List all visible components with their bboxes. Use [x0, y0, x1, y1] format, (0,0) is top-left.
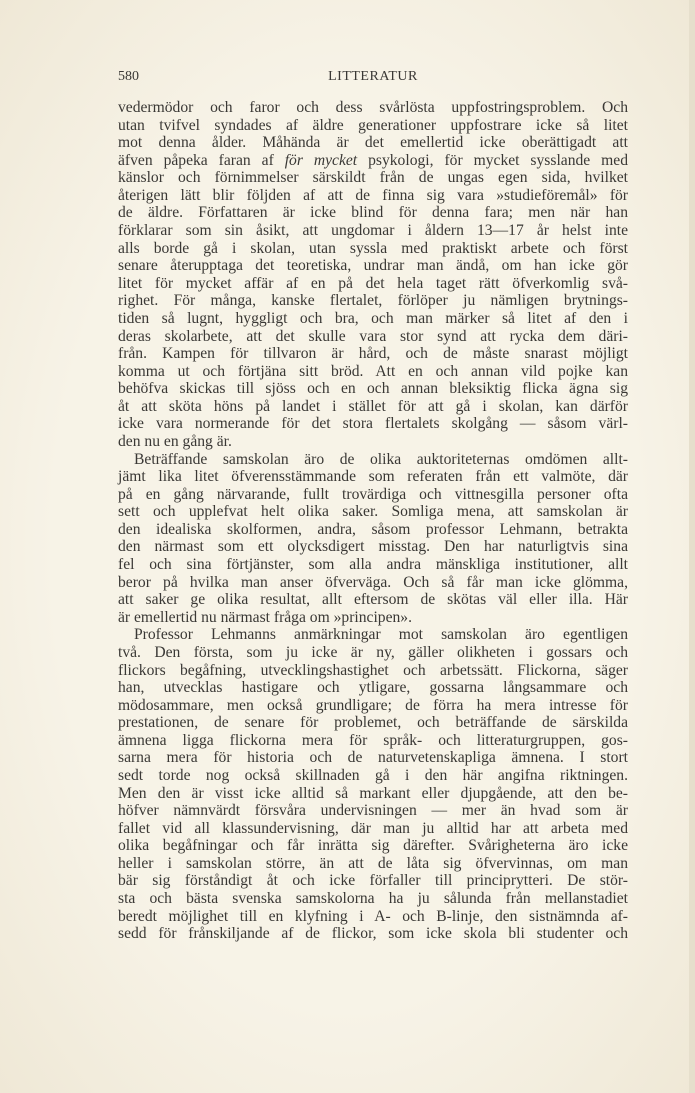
page-header	[118, 69, 628, 87]
text-line: Professor Lehmanns anmärkningar mot samskolan äro egentligen	[134, 626, 628, 644]
text-line: Men den är visst icke alltid så markant eller djupgående, att den be-	[118, 784, 628, 802]
body-text	[118, 99, 628, 943]
text-line: den närmast som ett olycksdigert misstag. Den har naturligtvis sina	[118, 538, 628, 556]
text-line: den idealiska skolformen, andra, såsom professor Lehmann, betrakta	[118, 520, 628, 538]
text-line: de äldre. Författaren är icke blind för denna fara; men när han	[118, 204, 628, 222]
text-span: psykologi, för mycket sysslande med	[357, 151, 629, 169]
text-line: deras skolarbete, att det skulle vara stor synd att rycka dem däri-	[118, 327, 628, 345]
text-line: alls borde gå i skolan, utan syssla med praktiskt arbete och först	[118, 239, 628, 257]
text-line: att saker ge olika resultat, allt eftersom de skötas väl eller illa. Här	[118, 591, 628, 609]
italic-text: för mycket	[284, 151, 358, 169]
text-line: beror på hvilka man anser öfverväga. Och så får man icke glömma,	[118, 573, 628, 591]
text-line: sarna mera för historia och de naturvetenskapliga ämnena. I stort	[118, 749, 628, 767]
running-title: LITTERATUR	[328, 69, 418, 84]
text-line: höfver nämnvärdt försvåra undervisningen — mer än hvad som är	[118, 802, 628, 820]
text-line: utan tvifvel syndades af äldre generationer uppfostrare icke så litet	[118, 116, 628, 134]
text-line: mödosammare, men också grundligare; de förra ha mera intresse för	[118, 696, 628, 714]
text-line: sedd för frånskiljande af de flickor, som icke skola bli studenter och	[118, 925, 628, 943]
text-line: sett och upplefvat helt olika saker. Somliga mena, att samskolan är	[118, 503, 628, 521]
text-line: olika begåfningar och får inrätta sig därefter. Svårigheterna äro icke	[118, 837, 628, 855]
text-line: två. Den första, som ju icke är ny, gäller olikheten i gossars och	[118, 643, 628, 661]
paragraph	[118, 99, 628, 451]
text-line: senare återupptaga det teoretiska, undrar man ändå, om han icke gör	[118, 257, 628, 275]
text-line: ämnena ligga flickorna mera för språk- och litteraturgruppen, gos-	[118, 731, 628, 749]
text-line: från. Kampen för tillvaron är hård, och de måste snarast möjligt	[118, 345, 628, 363]
text-line: den nu en gång är.	[118, 432, 232, 450]
paragraph	[118, 626, 628, 942]
text-line: på en gång närvarande, fullt trovärdiga och vittnesgilla personer ofta	[118, 485, 628, 503]
text-line: icke vara normerande för det stora flertalets skolgång — såsom värl-	[118, 415, 628, 433]
paragraph	[118, 451, 628, 627]
text-line	[118, 152, 628, 170]
text-line: beredt möjlighet till en klyfning i A- och B-linje, den sistnämnda af-	[118, 907, 628, 925]
text-line: återigen lätt blir följden af att de finna sig vara »studieföremål» för	[118, 186, 628, 204]
text-line: mot denna ålder. Måhända är det emellertid icke oberättigadt att	[118, 134, 628, 152]
text-line: behöfva skickas till sjöss och en och annan bleksiktig flicka ägna sig	[118, 380, 628, 398]
page-number: 580	[118, 69, 139, 84]
text-line: åt att sköta höns på landet i stället för att gå i skolan, kan därför	[118, 397, 628, 415]
text-line: heller i samskolan större, än att de låta sig öfvervinnas, om man	[118, 854, 628, 872]
text-line: vedermödor och faror och dess svårlösta uppfostringsproblem. Och	[118, 99, 628, 116]
text-line: litet för mycket affär af en på det hela taget rätt öfverkomlig svå-	[118, 274, 628, 292]
text-line: är emellertid nu närmast fråga om »principen».	[118, 608, 413, 626]
text-line: tiden så lugnt, hyggligt och bra, och man märker så litet af den i	[118, 309, 628, 327]
text-line: komma ut och förtjäna sitt bröd. Att en och annan vild pojke kan	[118, 362, 628, 380]
text-line: fallet vid all klassundervisning, där man ju alltid har att arbeta med	[118, 819, 628, 837]
text-line: fel och sina förtjänster, som alla andra mänskliga institutioner, allt	[118, 556, 628, 574]
text-line: bär sig förståndigt åt och icke förfaller till principrytteri. De stör-	[118, 872, 628, 890]
text-line: flickors begåfning, utvecklingshastighet och arbetssätt. Flickorna, säger	[118, 661, 628, 679]
text-line: Beträffande samskolan äro de olika auktoriteternas omdömen allt-	[134, 450, 628, 468]
page-edge	[689, 0, 695, 1093]
text-line: sedt torde nog också skillnaden gå i den här angifna riktningen.	[118, 766, 628, 784]
text-span: äfven påpeka faran af	[118, 151, 285, 169]
text-line: känslor och förnimmelser särskildt från de ungas egen sida, hvilket	[118, 169, 628, 187]
text-line: righet. För många, kanske flertalet, förlöper ju nämligen brytnings-	[118, 292, 628, 310]
text-line: sta och bästa svenska samskolorna ha ju sålunda från mellanstadiet	[118, 890, 628, 908]
text-line: prestationen, de senare för problemet, och beträffande de särskilda	[118, 714, 628, 732]
text-line: förklarar som sin åsikt, att ungdomar i åldern 13—17 år helst inte	[118, 222, 628, 240]
text-line: jämt lika litet öfverensstämmande som referaten från ett valmöte, där	[118, 468, 628, 486]
text-line: han, utvecklas hastigare och ytligare, gossarna långsammare och	[118, 679, 628, 697]
